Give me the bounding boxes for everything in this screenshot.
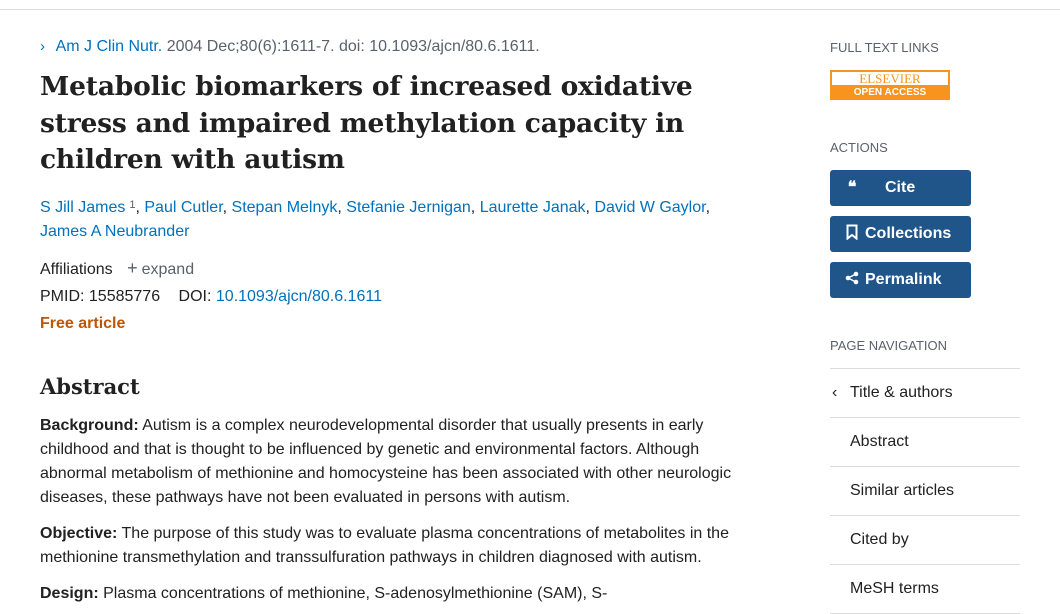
elsevier-logo: ELSEVIER: [832, 72, 948, 85]
abstract-background: [40, 414, 752, 510]
nav-cited-by[interactable]: Cited by: [830, 516, 1020, 565]
full-text-links-heading: FULL TEXT LINKS: [830, 40, 939, 55]
author-list: S Jill James $^1$, Paul Cutler, Stepan Melnyk, Stefanie Jernigan, Laurette Janak, David W Gaylor, James A Neubrander: [40, 198, 711, 240]
collections-button[interactable]: Collections: [830, 216, 971, 252]
page-navigation-heading: PAGE NAVIGATION: [830, 338, 948, 353]
page-navigation: [830, 368, 1020, 614]
article-title: Metabolic biomarkers of increased oxidative stress and impaired methylation capacity in children with autism: [40, 71, 693, 175]
chevron-left-icon: ‹: [832, 384, 838, 401]
quote-icon: ❝: [847, 179, 857, 196]
journal-link[interactable]: Am J Clin Nutr.: [55, 38, 163, 55]
pmid-label: PMID:: [40, 287, 85, 305]
author-link[interactable]: Stefanie Jernigan: [346, 198, 471, 216]
open-access-label: OPEN ACCESS: [853, 87, 927, 98]
abstract-objective: [40, 522, 752, 570]
section-text: Plasma concentrations of methionine, S-adenosylmethionine (SAM), S-: [103, 584, 608, 602]
abstract-heading: Abstract: [40, 373, 140, 399]
author-link[interactable]: Laurette Janak: [479, 198, 586, 216]
actions-heading: ACTIONS: [830, 140, 888, 155]
section-label: Design:: [40, 584, 99, 602]
identifiers-row: [40, 285, 760, 309]
free-article-badge: Free article: [40, 314, 126, 332]
pmid-value: 15585776: [88, 287, 161, 305]
affiliations-row: [40, 256, 760, 282]
bookmark-icon: [844, 216, 860, 252]
nav-similar-articles[interactable]: Similar articles: [830, 467, 1020, 516]
section-text: Autism is a complex neurodevelopmental disorder that usually presents in early childhood and that is thought to be influenced by genetic and environmental factors. Although abnormal metabolism of methionine and homocysteine has been associated with other neurologic diseases, these pathways have not been evaluated in persons with autism.: [40, 416, 732, 506]
nav-mesh-terms[interactable]: MeSH terms: [830, 565, 1020, 614]
author-link[interactable]: Paul Cutler: [144, 198, 223, 216]
nav-abstract[interactable]: Abstract: [830, 418, 1020, 467]
affiliations-label: Affiliations: [40, 260, 113, 278]
doi-label: DOI:: [178, 287, 212, 305]
section-label: Objective:: [40, 524, 118, 542]
citation-line: [40, 36, 760, 58]
elsevier-open-access-link[interactable]: [830, 70, 950, 100]
expand-affiliations-button[interactable]: + expand: [127, 257, 195, 278]
chevron-right-icon[interactable]: ›: [40, 38, 45, 55]
doi-link[interactable]: 10.1093/ajcn/80.6.1611: [215, 287, 382, 305]
cite-button[interactable]: ❝ Cite: [830, 170, 971, 206]
author-link[interactable]: David W Gaylor: [594, 198, 706, 216]
article-main: [40, 36, 760, 606]
affiliation-ref[interactable]: 1: [129, 198, 136, 211]
section-label: Background:: [40, 416, 139, 434]
citation-details: 2004 Dec;80(6):1611-7. doi: 10.1093/ajcn/80.6.1611.: [166, 38, 540, 55]
permalink-button[interactable]: Permalink: [830, 262, 971, 298]
share-icon: [844, 262, 860, 298]
author-link[interactable]: S Jill James: [40, 198, 126, 216]
nav-title-authors[interactable]: ‹ Title & authors: [830, 368, 1020, 418]
author-link[interactable]: Stepan Melnyk: [231, 198, 338, 216]
abstract-design: [40, 582, 752, 606]
section-text: The purpose of this study was to evaluate plasma concentrations of metabolites in the methionine transmethylation and transsulfuration pathways in children diagnosed with autism.: [40, 524, 729, 566]
top-divider: [0, 0, 1060, 10]
plus-icon: +: [127, 257, 138, 278]
author-link[interactable]: James A Neubrander: [40, 222, 190, 240]
